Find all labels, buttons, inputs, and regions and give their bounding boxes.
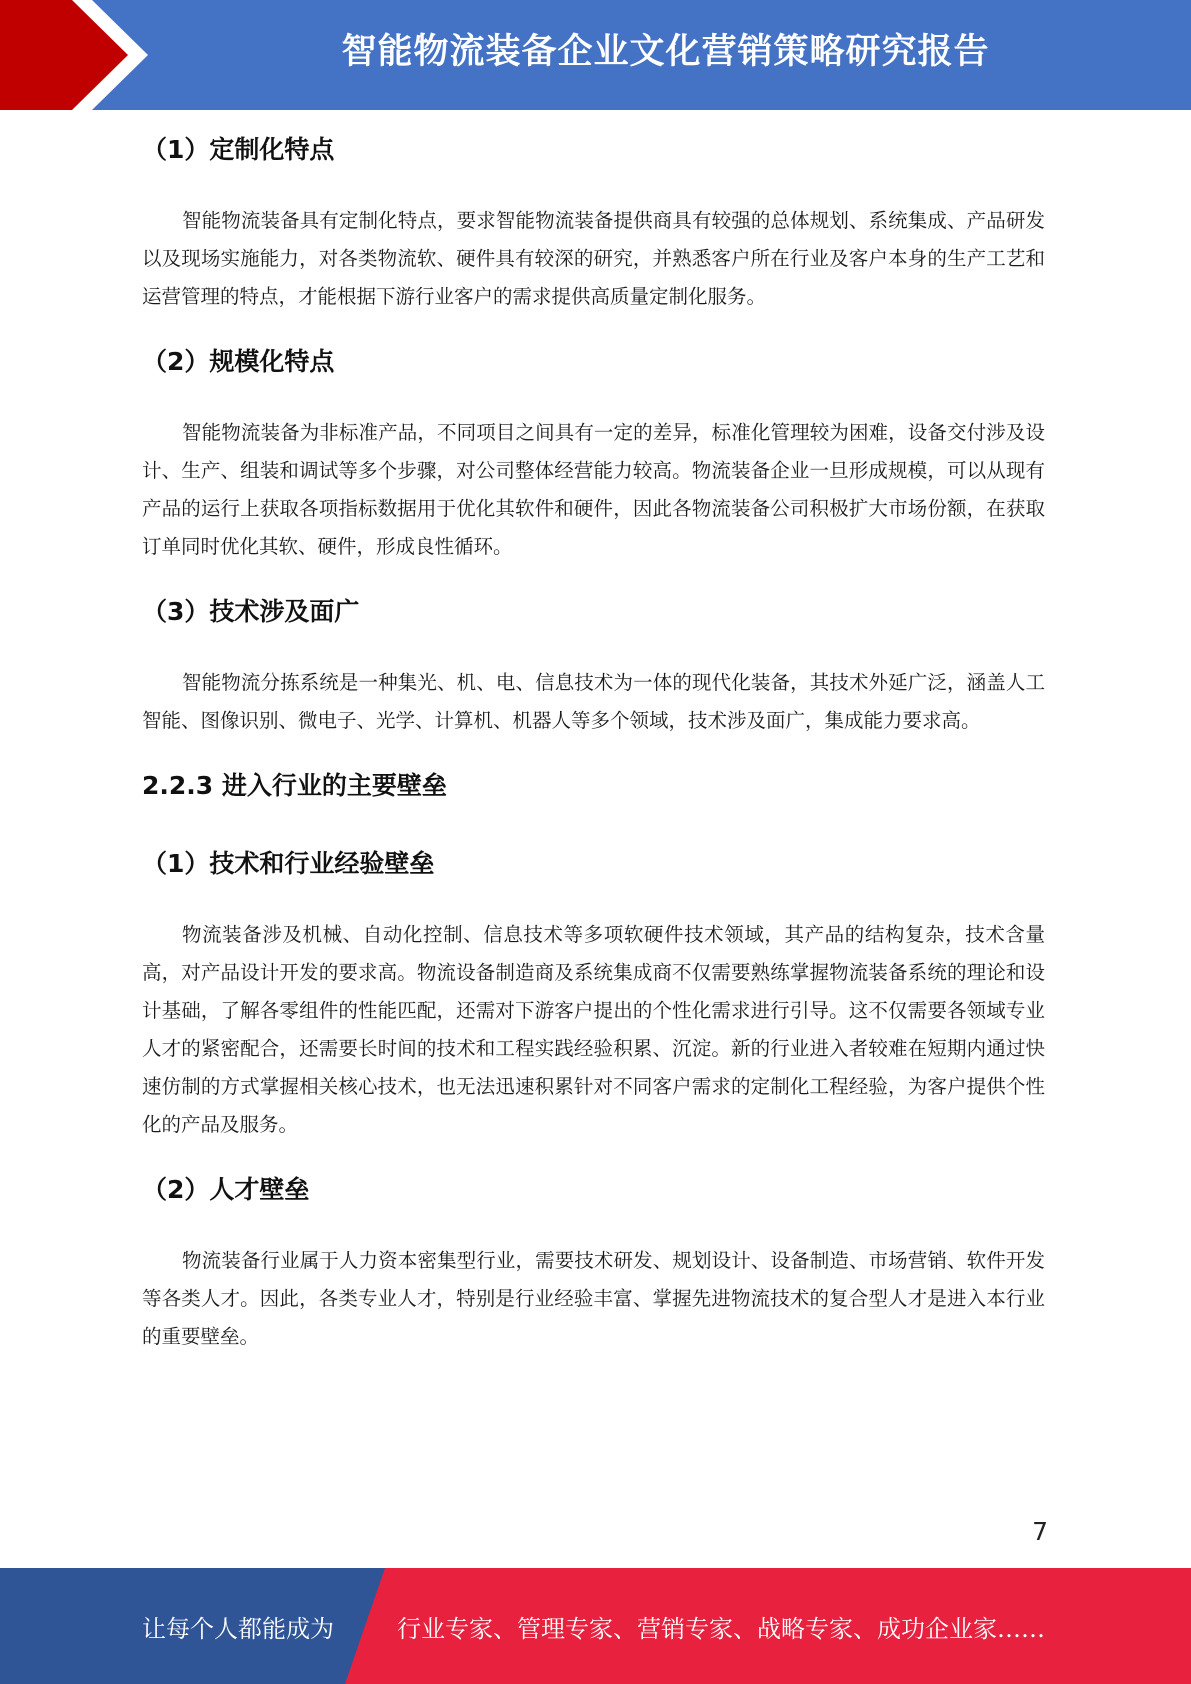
footer-slogan-right: 行业专家、管理专家、营销专家、战略专家、成功企业家…… [397, 1615, 1045, 1643]
section-heading-technology: （3）技术涉及面广 [142, 597, 360, 626]
page-footer [0, 1568, 1191, 1684]
section-paragraph-technology: 智能物流分拣系统是一种集光、机、电、信息技术为一体的现代化装备，其技术外延广泛，涵盖人工智能、图像识别、微电子、光学、计算机、机器人等多个领域，技术涉及面广，集成能力要求高。 [142, 671, 1045, 732]
page-number: 7 [1032, 1517, 1048, 1546]
barrier-paragraph-talent: 物流装备行业属于人力资本密集型行业，需要技术研发、规划设计、设备制造、市场营销、软件开发等各类人才。因此，各类专业人才，特别是行业经验丰富、掌握先进物流技术的复合型人才是进入本行业的重要壁垒。 [142, 1249, 1045, 1348]
main-content [142, 118, 1045, 1356]
footer-slogan-left: 让每个人都能成为 [142, 1615, 334, 1643]
section-paragraph-scale: 智能物流装备为非标准产品，不同项目之间具有一定的差异，标准化管理较为困难，设备交付涉及设计、生产、组装和调试等多个步骤，对公司整体经营能力较高。物流装备企业一旦形成规模，可以从现有产品的运行上获取各项指标数据用于优化其软件和硬件，因此各物流装备公司积极扩大市场份额，在获取订单同时优化其软、硬件，形成良性循环。 [142, 421, 1045, 558]
section-heading-scale: （2）规模化特点 [142, 347, 335, 376]
barrier-paragraph-tech-experience: 物流装备涉及机械、自动化控制、信息技术等多项软硬件技术领域，其产品的结构复杂，技术含量高，对产品设计开发的要求高。物流设备制造商及系统集成商不仅需要熟练掌握物流装备系统的理论和设计基础，了解各零组件的性能匹配，还需对下游客户提出的个性化需求进行引导。这不仅需要各领域专业人才的紧密配合，还需要长时间的技术和工程实践经验积累、沉淀。新的行业进入者较难在短期内通过快速仿制的方式掌握相关核心技术，也无法迅速积累针对不同客户需求的定制化工程经验，为客户提供个性化的产品及服务。 [142, 923, 1045, 1136]
report-title: 智能物流装备企业文化营销策略研究报告 [341, 32, 990, 72]
header-red-chevron-icon [0, 0, 150, 110]
barrier-heading-tech-experience: （1）技术和行业经验壁垒 [142, 849, 435, 878]
section-paragraph-customization: 智能物流装备具有定制化特点，要求智能物流装备提供商具有较强的总体规划、系统集成、产品研发以及现场实施能力，对各类物流软、硬件具有较深的研究，并熟悉客户所在行业及客户本身的生产工艺和运营管理的特点，才能根据下游行业客户的需求提供高质量定制化服务。 [142, 209, 1045, 308]
subsection-heading-barriers: 2.2.3 进入行业的主要壁垒 [142, 771, 447, 800]
barrier-heading-talent: （2）人才壁垒 [142, 1175, 310, 1204]
section-heading-customization: （1）定制化特点 [142, 135, 335, 164]
page-header [0, 0, 1191, 110]
